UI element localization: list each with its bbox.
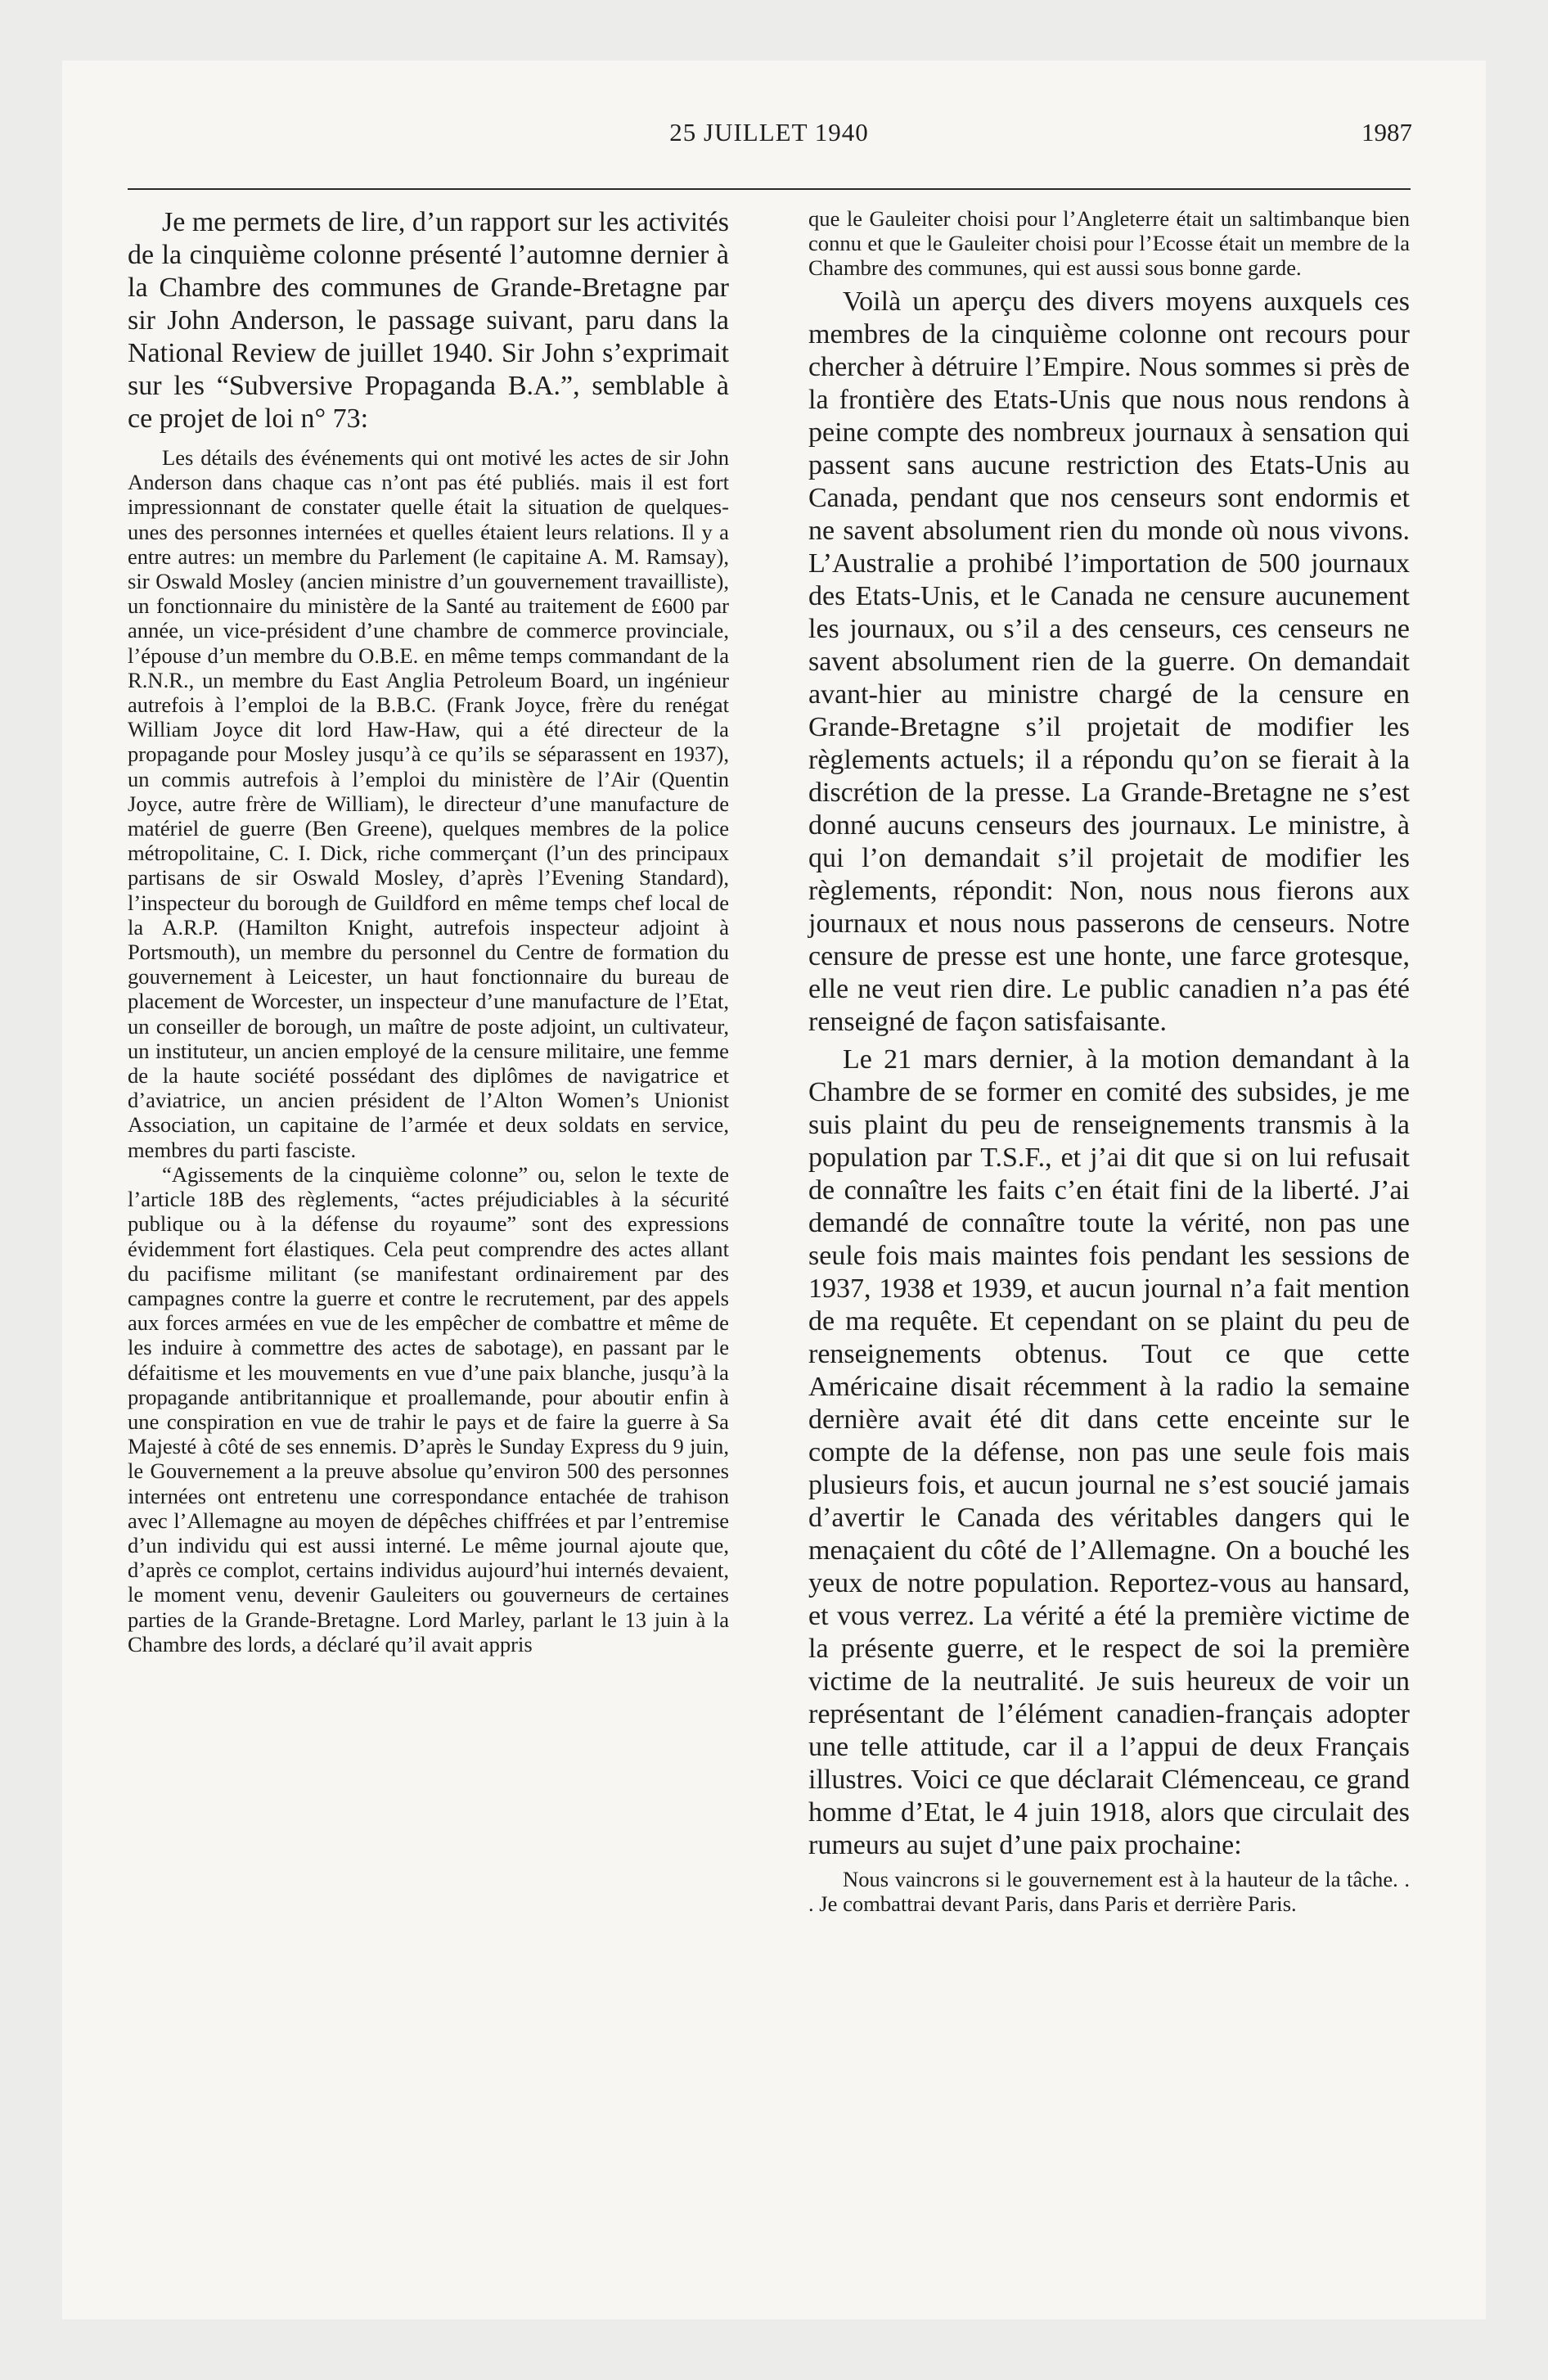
quote-agissements: “Agissements de la cinquième colonne” ou, selon le texte de l’article 18B des règlements, “actes préjudiciables à la sécurité publique ou à la défense du royaume” sont des expressions évidemment fort élastiques. Cela peut comprendre des actes allant du pacifisme militant (se manifestant ordinairement par des campagnes contre la guerre et contre le recrutement, par des appels aux forces armées en vue de les empêcher de combattre et même de les induire à commettre des actes de sabotage), en passant par le défaitisme et les mouvements en vue d’une paix blanche, jusqu’à la propagande antibritannique et proallemande, pour aboutir enfin à une conspiration en vue de trahir le pays et de faire la guerre à Sa Majesté à côté de ses ennemis. D’après le Sunday Express du 9 juin, le Gouvernement a la preuve absolue qu’environ 500 des personnes internées ont entretenu une correspondance entachée de trahison avec l’Allemagne au moyen de dépêches chiffrées et par l’entremise d’un individu qui est aussi interné. Le même journal ajoute que, d’après ce complot, certains individus aujourd’hui internés devaient, le moment venu, devenir Gauleiters ou gouverneurs de certaines parties de la Grande-Bretagne. Lord Marley, parlant le 13 juin à la Chambre des lords, a déclaré qu’il avait appris [128,1161,729,1657]
paragraph-intro: Je me permets de lire, d’un rapport sur les activités de la cinquième colonne présenté l’automne dernier à la Chambre des communes de Grande-Bretagne par sir John Anderson, le passage suivant, paru dans la National Review de juillet 1940. Sir John s’exprimait sur les “Subversive Propaganda B.A.”, semblable à ce projet de loi n° 73: [128,207,729,434]
paragraph-apercu: Voilà un aperçu des divers moyens auxquels ces membres de la cinquième colonne ont recours pour chercher à détruire l’Empire. Nous sommes si près de la frontière des Etats-Unis que nous nous rendons à peine compte des nombreux journaux à sensation qui passent sans aucune restriction des Etats-Unis au Canada, pendant que nos censeurs sont endormis et ne savent absolument rien du monde où nous vivons. L’Australie a prohibé l’importation de 500 journaux des Etats-Unis, et le Canada ne censure aucunement les journaux, ou s’il a des censeurs, ces censeurs ne savent absolument rien de la guerre. On demandait avant-hier au ministre chargé de la censure en Grande-Bretagne s’il projetait de modifier les règlements actuels; il a répondu qu’on se fierait à la discrétion de la presse. La Grande-Bretagne ne s’est donné aucuns censeurs des journaux. Le ministre, à qui l’on demandait s’il projetait de modifier les règlements, répondit: Non, nous nous fierons aux journaux et nous nous passerons de censeurs. Notre censure de presse est une honte, une farce grotesque, elle ne veut rien dire. Le public canadien n’a pas été renseigné de façon satisfaisante. [808,286,1410,1037]
paragraph-21-mars: Le 21 mars dernier, à la motion demandant à la Chambre de se former en comité des subsides, je me suis plaint du peu de renseignements transmis à la population par T.S.F., et j’ai dit que si on lui refusait de connaître les faits c’en était fini de la liberté. J’ai demandé de connaître toute la vérité, non pas une seule fois mais maintes fois pendant les sessions de 1937, 1938 et 1939, et aucun journal n’a fait mention de ma requête. Et cependant on se plaint du peu de renseignements obtenus. Tout ce que cette Américaine disait récemment à la radio la semaine dernière avait été dit dans cette enceinte sur le compte de la défense, non pas une seule fois mais plusieurs fois, et aucun journal ne s’est soucié jamais d’avertir le Canada des véritables dangers qui le menaçaient du côté de l’Allemagne. On a bouché les yeux de notre population. Reportez-vous au hansard, et vous verrez. La vérité a été la première victime de la présente guerre, et le respect de soi la première victime de la neutralité. Je suis heureux de voir un représentant de l’élément canadien-français adopter une telle attitude, car il a l’appui de deux Français illustres. Voici ce que déclarait Clémenceau, ce grand homme d’Etat, le 4 juin 1918, alors que circulait des rumeurs au sujet d’une paix prochaine: [808,1044,1410,1860]
quote-internees: Les détails des événements qui ont motivé les actes de sir John Anderson dans chaque cas n’ont pas été publiés. mais il est fort impressionnant de constater quelle était la situation de quelques-unes des personnes internées et quelles étaient leurs relations. Il y a entre autres: un membre du Parlement (le capitaine A. M. Ramsay), sir Oswald Mosley (ancien ministre d’un gouvernement travailliste), un fonctionnaire du ministère de la Santé au traitement de £600 par année, un vice-président d’une chambre de commerce provinciale, l’épouse d’un membre du O.B.E. en même temps commandant de la R.N.R., un membre du East Anglia Petroleum Board, un ingénieur autrefois à l’emploi de la B.B.C. (Frank Joyce, frère du renégat William Joyce dit lord Haw-Haw, qui a été directeur de la propagande pour Mosley jusqu’à ce qu’ils se séparassent en 1937), un commis autrefois à l’emploi du ministère de l’Air (Quentin Joyce, autre frère de William), le directeur d’une manufacture de matériel de guerre (Ben Greene), quelques membres de la police métropolitaine, C. I. Dick, riche commerçant (l’un des principaux partisans de sir Oswald Mosley, d’après l’Evening Standard), l’inspecteur du borough de Guildford en même temps chef local de la A.R.P. (Hamilton Knight, autrefois inspecteur adjoint à Portsmouth), un membre du personnel du Centre de formation du gouvernement à Leicester, un haut fonctionnaire du bureau de placement de Worcester, un inspecteur d’une manufacture de l’Etat, un conseiller de borough, un maître de poste adjoint, un cultivateur, un instituteur, un ancien employé de la censure militaire, une femme de la haute société possédant des diplômes de navigatrice et d’aviatrice, un ancien président de l’Alton Women’s Unionist Association, un capitaine de l’armée et deux soldats en service, membres du parti fasciste. [128,445,729,1162]
header-rule [128,188,1411,190]
header-date: 25 JUILLET 1940 [669,118,869,146]
quote-continuation: que le Gauleiter choisi pour l’Angleterre était un saltimbanque bien connu et que le Gauleiter choisi pour l’Ecosse était un membre de la Chambre des communes, qui est aussi sous bonne garde. [808,206,1410,281]
page-number: 1987 [1361,118,1412,146]
page-header [126,118,1412,175]
left-column [128,206,729,1657]
quote-clemenceau: Nous vaincrons si le gouvernement est à la hauteur de la tâche. . . Je combattrai devant Paris, dans Paris et derrière Paris. [808,1866,1410,1916]
right-column [808,206,1410,1916]
document-page [62,61,1486,2319]
